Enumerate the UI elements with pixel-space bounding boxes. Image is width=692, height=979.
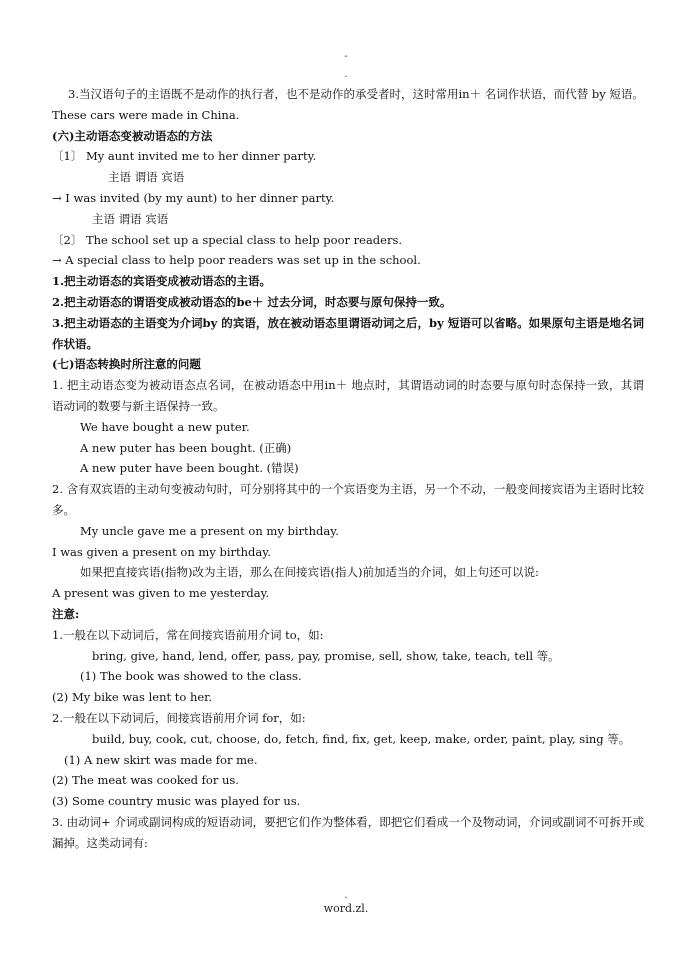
footer-dot: .: [344, 890, 348, 901]
example-sentence: (1) A new skirt was made for me.: [64, 752, 258, 767]
header-dot: .: [344, 69, 348, 80]
attention-heading: 注意:: [52, 606, 80, 621]
section-heading-7: (七)语态转换时所注意的问题: [52, 357, 201, 372]
grammar-labels: 主语 谓语 宾语: [108, 170, 185, 185]
rule-to: 1.一般在以下动词后，常在间接宾语前用介词 to，如:: [52, 627, 324, 642]
example-sentence: (3) Some country music was played for us.: [52, 794, 301, 809]
method-step-1: 1.把主动语态的宾语变成被动语态的主语。: [52, 274, 272, 289]
example-sentence: My uncle gave me a present on my birthday.: [80, 523, 339, 538]
verb-list-to: bring, give, hand, lend, offer, pass, pay, promise, sell, show, take, teach, tell 等。: [92, 648, 560, 663]
explanation: 如果把直接宾语(指物)改为主语，那么在间接宾语(指人)前加适当的介词，如上句还可以说:: [80, 565, 539, 580]
example-sentence: I was given a present on my birthday.: [52, 544, 271, 559]
example-sentence: (1) The book was showed to the class.: [80, 669, 302, 684]
method-step-3: 3.把主动语态的主语变为介词by 的宾语，放在被动语态里谓语动词之后，by 短语可以省略。如果原句主语是地名词作状语。: [52, 315, 644, 351]
document-body: [52, 84, 644, 853]
example-sentence: (2) My bike was lent to her.: [52, 690, 213, 705]
note-3: 3. 由动词+ 介词或副词构成的短语动词，要把它们作为整体看，即把它们看成一个及物动词，介词或副词不可拆开或漏掉。这类动词有:: [52, 814, 644, 850]
paragraph-rule-3: 3.当汉语句子的主语既不是动作的执行者，也不是动作的承受者时，这时常用in＋ 名词作状语，而代替 by 短语。: [68, 87, 644, 101]
grammar-labels: 主语 谓语 宾语: [92, 211, 169, 226]
example-sentence: We have bought a new puter.: [80, 419, 250, 434]
section-heading-6: (六)主动语态变被动语态的方法: [52, 128, 213, 143]
header-mark: -: [344, 51, 348, 62]
verb-list-for: build, buy, cook, cut, choose, do, fetch, find, fix, get, keep, make, order, paint, play, sing 等。: [92, 731, 631, 746]
example-wrong: A new puter have been bought. (错误): [80, 461, 299, 476]
example-sentence: A present was given to me yesterday.: [52, 586, 270, 601]
method-step-2: 2.把主动语态的谓语变成被动语态的be＋ 过去分词，时态要与原句保持一致。: [52, 294, 452, 309]
example-step-2: 〔2〕 The school set up a special class to help poor readers.: [52, 232, 403, 247]
example-transformed: → I was invited (by my aunt) to her dinner party.: [52, 190, 335, 205]
footer-text: word.zl.: [323, 902, 369, 915]
note-1: 1. 把主动语态变为被动语态点名词，在被动语态中用in＋ 地点时，其谓语动词的时态要与原句时态保持一致，其谓语动词的数要与新主语保持一致。: [52, 378, 644, 413]
example-transformed: → A special class to help poor readers was set up in the school.: [52, 253, 421, 268]
example-step-1: 〔1〕 My aunt invited me to her dinner party.: [52, 149, 317, 164]
note-2: 2. 含有双宾语的主动句变被动句时，可分别将其中的一个宾语变为主语，另一个不动，一般变间接宾语为主语时比较多。: [52, 482, 644, 517]
rule-for: 2.一般在以下动词后，间接宾语前用介词 for，如:: [52, 710, 306, 725]
example-sentence: (2) The meat was cooked for us.: [52, 773, 239, 788]
example-correct: A new puter has been bought. (正确): [80, 440, 292, 455]
example-sentence: These cars were made in China.: [52, 107, 240, 122]
